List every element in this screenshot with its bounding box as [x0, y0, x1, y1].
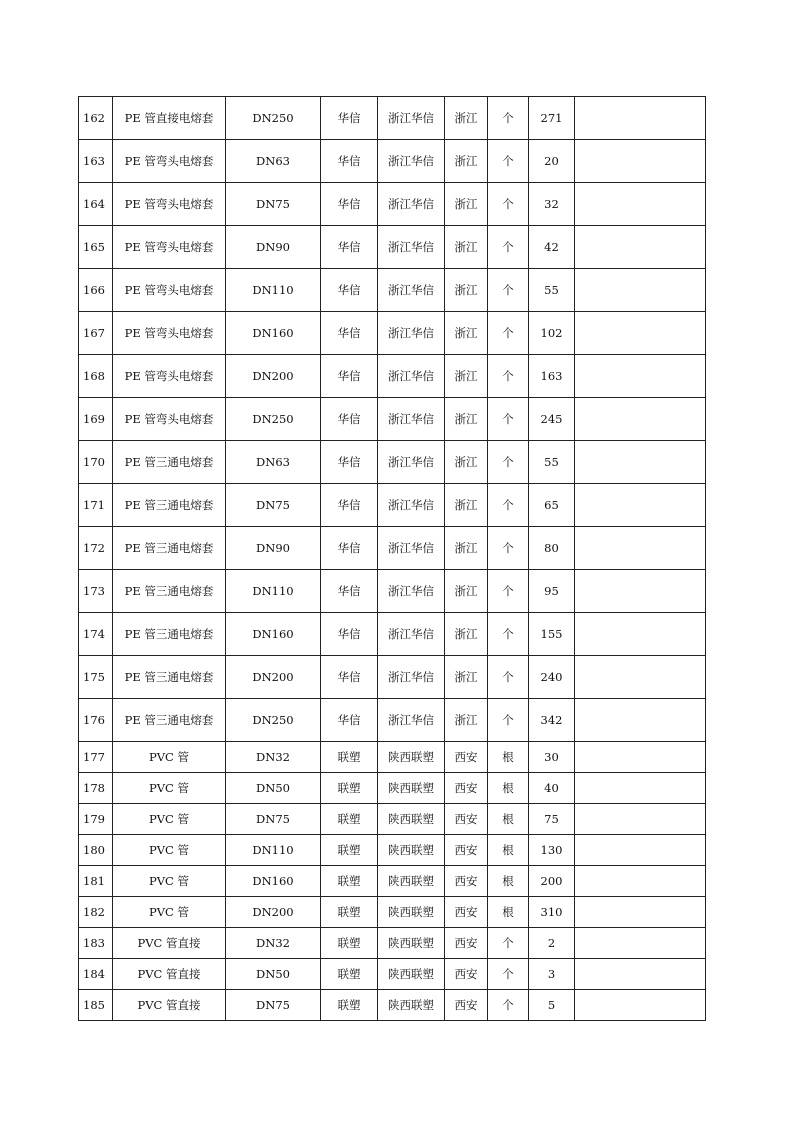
product-name-cell: PE 管直接电熔套: [113, 97, 226, 140]
brand-cell: 华信: [321, 355, 378, 398]
row-number-cell: 171: [79, 484, 113, 527]
product-name-cell: PE 管三通电熔套: [113, 527, 226, 570]
product-name-cell: PE 管弯头电熔套: [113, 183, 226, 226]
origin-cell: 浙江: [445, 355, 488, 398]
remark-cell: [575, 312, 706, 355]
product-name-cell: PE 管弯头电熔套: [113, 355, 226, 398]
brand-cell: 华信: [321, 484, 378, 527]
price-cell: 155: [529, 613, 575, 656]
origin-cell: 浙江: [445, 699, 488, 742]
unit-cell: 个: [488, 441, 529, 484]
brand-cell: 华信: [321, 226, 378, 269]
remark-cell: [575, 527, 706, 570]
table-row: [79, 527, 706, 570]
brand-cell: 华信: [321, 140, 378, 183]
price-cell: 32: [529, 183, 575, 226]
price-cell: 3: [529, 959, 575, 990]
product-name-cell: PE 管三通电熔套: [113, 570, 226, 613]
origin-cell: 浙江: [445, 398, 488, 441]
origin-cell: 西安: [445, 742, 488, 773]
origin-cell: 西安: [445, 804, 488, 835]
spec-cell: DN110: [226, 269, 321, 312]
remark-cell: [575, 656, 706, 699]
brand-cell: 联塑: [321, 990, 378, 1021]
manufacturer-cell: 浙江华信: [378, 613, 445, 656]
table-row: [79, 866, 706, 897]
table-row: [79, 226, 706, 269]
row-number-cell: 168: [79, 355, 113, 398]
manufacturer-cell: 浙江华信: [378, 140, 445, 183]
table-row: [79, 140, 706, 183]
remark-cell: [575, 140, 706, 183]
manufacturer-cell: 浙江华信: [378, 312, 445, 355]
brand-cell: 联塑: [321, 773, 378, 804]
product-name-cell: PE 管三通电熔套: [113, 484, 226, 527]
row-number-cell: 167: [79, 312, 113, 355]
price-cell: 5: [529, 990, 575, 1021]
manufacturer-cell: 浙江华信: [378, 226, 445, 269]
table-row: [79, 398, 706, 441]
price-cell: 163: [529, 355, 575, 398]
table-row: [79, 97, 706, 140]
table-row: [79, 959, 706, 990]
remark-cell: [575, 183, 706, 226]
row-number-cell: 165: [79, 226, 113, 269]
origin-cell: 浙江: [445, 312, 488, 355]
table-row: [79, 183, 706, 226]
price-cell: 130: [529, 835, 575, 866]
brand-cell: 华信: [321, 613, 378, 656]
row-number-cell: 182: [79, 897, 113, 928]
spec-cell: DN75: [226, 183, 321, 226]
table-row: [79, 742, 706, 773]
unit-cell: 个: [488, 398, 529, 441]
product-name-cell: PE 管弯头电熔套: [113, 140, 226, 183]
brand-cell: 华信: [321, 699, 378, 742]
brand-cell: 联塑: [321, 959, 378, 990]
unit-cell: 个: [488, 484, 529, 527]
remark-cell: [575, 97, 706, 140]
spec-cell: DN90: [226, 226, 321, 269]
unit-cell: 个: [488, 183, 529, 226]
origin-cell: 浙江: [445, 183, 488, 226]
brand-cell: 华信: [321, 269, 378, 312]
spec-cell: DN75: [226, 804, 321, 835]
origin-cell: 浙江: [445, 441, 488, 484]
unit-cell: 个: [488, 699, 529, 742]
spec-cell: DN75: [226, 990, 321, 1021]
spec-cell: DN160: [226, 613, 321, 656]
price-cell: 2: [529, 928, 575, 959]
origin-cell: 浙江: [445, 656, 488, 699]
product-name-cell: PVC 管: [113, 742, 226, 773]
row-number-cell: 166: [79, 269, 113, 312]
unit-cell: 个: [488, 226, 529, 269]
unit-cell: 根: [488, 742, 529, 773]
remark-cell: [575, 226, 706, 269]
row-number-cell: 180: [79, 835, 113, 866]
spec-cell: DN63: [226, 140, 321, 183]
origin-cell: 浙江: [445, 613, 488, 656]
product-name-cell: PVC 管: [113, 897, 226, 928]
table-row: [79, 570, 706, 613]
price-cell: 200: [529, 866, 575, 897]
row-number-cell: 185: [79, 990, 113, 1021]
origin-cell: 浙江: [445, 226, 488, 269]
spec-cell: DN32: [226, 928, 321, 959]
manufacturer-cell: 浙江华信: [378, 355, 445, 398]
row-number-cell: 169: [79, 398, 113, 441]
origin-cell: 西安: [445, 897, 488, 928]
origin-cell: 西安: [445, 773, 488, 804]
spec-cell: DN63: [226, 441, 321, 484]
remark-cell: [575, 613, 706, 656]
manufacturer-cell: 陕西联塑: [378, 959, 445, 990]
product-name-cell: PVC 管直接: [113, 990, 226, 1021]
spec-cell: DN160: [226, 312, 321, 355]
brand-cell: 华信: [321, 312, 378, 355]
row-number-cell: 175: [79, 656, 113, 699]
origin-cell: 浙江: [445, 97, 488, 140]
remark-cell: [575, 570, 706, 613]
spec-cell: DN75: [226, 484, 321, 527]
remark-cell: [575, 699, 706, 742]
spec-cell: DN110: [226, 835, 321, 866]
price-cell: 75: [529, 804, 575, 835]
row-number-cell: 178: [79, 773, 113, 804]
manufacturer-cell: 陕西联塑: [378, 804, 445, 835]
table-body: [79, 97, 706, 1021]
table-row: [79, 656, 706, 699]
product-name-cell: PVC 管: [113, 835, 226, 866]
brand-cell: 联塑: [321, 804, 378, 835]
product-name-cell: PE 管三通电熔套: [113, 656, 226, 699]
table-row: [79, 928, 706, 959]
row-number-cell: 176: [79, 699, 113, 742]
table-row: [79, 312, 706, 355]
product-name-cell: PE 管弯头电熔套: [113, 226, 226, 269]
table-row: [79, 269, 706, 312]
manufacturer-cell: 浙江华信: [378, 699, 445, 742]
product-name-cell: PVC 管: [113, 773, 226, 804]
price-cell: 271: [529, 97, 575, 140]
origin-cell: 西安: [445, 928, 488, 959]
unit-cell: 个: [488, 140, 529, 183]
row-number-cell: 177: [79, 742, 113, 773]
unit-cell: 根: [488, 804, 529, 835]
table-row: [79, 484, 706, 527]
row-number-cell: 163: [79, 140, 113, 183]
unit-cell: 个: [488, 656, 529, 699]
product-name-cell: PE 管三通电熔套: [113, 613, 226, 656]
remark-cell: [575, 835, 706, 866]
spec-cell: DN250: [226, 97, 321, 140]
origin-cell: 浙江: [445, 484, 488, 527]
manufacturer-cell: 浙江华信: [378, 656, 445, 699]
remark-cell: [575, 990, 706, 1021]
product-name-cell: PE 管三通电熔套: [113, 699, 226, 742]
origin-cell: 西安: [445, 959, 488, 990]
price-cell: 95: [529, 570, 575, 613]
product-name-cell: PVC 管: [113, 866, 226, 897]
origin-cell: 西安: [445, 866, 488, 897]
product-name-cell: PVC 管: [113, 804, 226, 835]
table-row: [79, 990, 706, 1021]
spec-cell: DN200: [226, 656, 321, 699]
price-cell: 80: [529, 527, 575, 570]
spec-cell: DN90: [226, 527, 321, 570]
spec-cell: DN250: [226, 699, 321, 742]
product-name-cell: PE 管弯头电熔套: [113, 398, 226, 441]
unit-cell: 个: [488, 613, 529, 656]
remark-cell: [575, 866, 706, 897]
table-row: [79, 613, 706, 656]
unit-cell: 个: [488, 959, 529, 990]
table-row: [79, 699, 706, 742]
row-number-cell: 173: [79, 570, 113, 613]
unit-cell: 个: [488, 312, 529, 355]
manufacturer-cell: 浙江华信: [378, 97, 445, 140]
spec-cell: DN250: [226, 398, 321, 441]
brand-cell: 华信: [321, 570, 378, 613]
spec-cell: DN110: [226, 570, 321, 613]
row-number-cell: 174: [79, 613, 113, 656]
manufacturer-cell: 陕西联塑: [378, 990, 445, 1021]
price-cell: 240: [529, 656, 575, 699]
brand-cell: 华信: [321, 97, 378, 140]
product-name-cell: PE 管弯头电熔套: [113, 269, 226, 312]
product-name-cell: PVC 管直接: [113, 959, 226, 990]
remark-cell: [575, 355, 706, 398]
origin-cell: 浙江: [445, 570, 488, 613]
spec-cell: DN50: [226, 959, 321, 990]
origin-cell: 浙江: [445, 527, 488, 570]
remark-cell: [575, 804, 706, 835]
table-row: [79, 897, 706, 928]
brand-cell: 华信: [321, 183, 378, 226]
brand-cell: 联塑: [321, 897, 378, 928]
brand-cell: 华信: [321, 441, 378, 484]
manufacturer-cell: 浙江华信: [378, 527, 445, 570]
origin-cell: 浙江: [445, 140, 488, 183]
origin-cell: 西安: [445, 835, 488, 866]
row-number-cell: 179: [79, 804, 113, 835]
unit-cell: 根: [488, 897, 529, 928]
unit-cell: 个: [488, 570, 529, 613]
row-number-cell: 172: [79, 527, 113, 570]
unit-cell: 根: [488, 835, 529, 866]
manufacturer-cell: 陕西联塑: [378, 773, 445, 804]
remark-cell: [575, 441, 706, 484]
price-cell: 102: [529, 312, 575, 355]
product-name-cell: PE 管三通电熔套: [113, 441, 226, 484]
spec-cell: DN160: [226, 866, 321, 897]
price-cell: 65: [529, 484, 575, 527]
price-cell: 245: [529, 398, 575, 441]
row-number-cell: 183: [79, 928, 113, 959]
brand-cell: 华信: [321, 527, 378, 570]
manufacturer-cell: 浙江华信: [378, 570, 445, 613]
manufacturer-cell: 浙江华信: [378, 183, 445, 226]
spec-cell: DN200: [226, 355, 321, 398]
origin-cell: 西安: [445, 990, 488, 1021]
brand-cell: 联塑: [321, 835, 378, 866]
row-number-cell: 164: [79, 183, 113, 226]
unit-cell: 个: [488, 928, 529, 959]
manufacturer-cell: 陕西联塑: [378, 742, 445, 773]
table-row: [79, 804, 706, 835]
price-cell: 55: [529, 269, 575, 312]
remark-cell: [575, 269, 706, 312]
spec-cell: DN32: [226, 742, 321, 773]
price-cell: 342: [529, 699, 575, 742]
remark-cell: [575, 484, 706, 527]
row-number-cell: 170: [79, 441, 113, 484]
unit-cell: 根: [488, 773, 529, 804]
table-row: [79, 355, 706, 398]
brand-cell: 联塑: [321, 928, 378, 959]
price-cell: 42: [529, 226, 575, 269]
brand-cell: 华信: [321, 656, 378, 699]
price-cell: 30: [529, 742, 575, 773]
spec-cell: DN50: [226, 773, 321, 804]
row-number-cell: 181: [79, 866, 113, 897]
unit-cell: 个: [488, 527, 529, 570]
remark-cell: [575, 897, 706, 928]
row-number-cell: 184: [79, 959, 113, 990]
brand-cell: 华信: [321, 398, 378, 441]
manufacturer-cell: 浙江华信: [378, 484, 445, 527]
price-cell: 55: [529, 441, 575, 484]
brand-cell: 联塑: [321, 866, 378, 897]
manufacturer-cell: 陕西联塑: [378, 897, 445, 928]
unit-cell: 个: [488, 990, 529, 1021]
manufacturer-cell: 陕西联塑: [378, 928, 445, 959]
table-row: [79, 441, 706, 484]
price-cell: 40: [529, 773, 575, 804]
manufacturer-cell: 陕西联塑: [378, 866, 445, 897]
table-row: [79, 835, 706, 866]
spec-cell: DN200: [226, 897, 321, 928]
unit-cell: 个: [488, 355, 529, 398]
manufacturer-cell: 浙江华信: [378, 269, 445, 312]
product-name-cell: PVC 管直接: [113, 928, 226, 959]
row-number-cell: 162: [79, 97, 113, 140]
remark-cell: [575, 742, 706, 773]
origin-cell: 浙江: [445, 269, 488, 312]
remark-cell: [575, 398, 706, 441]
price-table: [78, 96, 706, 1021]
manufacturer-cell: 浙江华信: [378, 441, 445, 484]
product-name-cell: PE 管弯头电熔套: [113, 312, 226, 355]
brand-cell: 联塑: [321, 742, 378, 773]
remark-cell: [575, 959, 706, 990]
price-cell: 310: [529, 897, 575, 928]
unit-cell: 个: [488, 97, 529, 140]
manufacturer-cell: 浙江华信: [378, 398, 445, 441]
unit-cell: 根: [488, 866, 529, 897]
remark-cell: [575, 928, 706, 959]
table-row: [79, 773, 706, 804]
manufacturer-cell: 陕西联塑: [378, 835, 445, 866]
unit-cell: 个: [488, 269, 529, 312]
remark-cell: [575, 773, 706, 804]
price-cell: 20: [529, 140, 575, 183]
